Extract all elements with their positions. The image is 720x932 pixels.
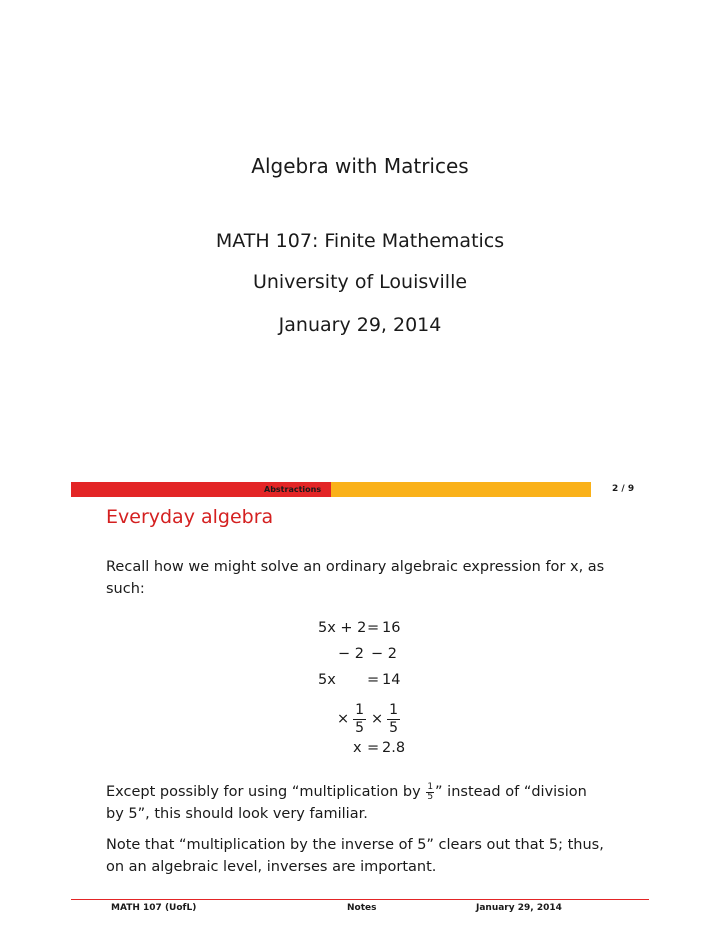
fraction-one-fifth [353,702,366,737]
footer-notes: Notes [347,903,377,913]
fraction-numerator: 1 [389,701,399,718]
fraction-one-fifth [387,702,400,737]
fraction-denominator: 5 [389,719,399,736]
eq-row-1-left: 5x + 2 [318,620,367,636]
times-sign: × [371,711,384,727]
presentation-date: January 29, 2014 [278,314,442,336]
eq-row-2-right: − 2 [371,646,397,662]
institution: University of Louisville [252,271,468,293]
nav-section-label: Abstractions [264,485,322,494]
eq-row-5-equals: = [367,740,380,756]
eq-row-5-left: x [353,740,362,756]
presentation-title: Algebra with Matrices [251,154,469,178]
eq-row-4-right [371,700,400,738]
fraction-numerator: 1 [355,701,365,718]
course-name: MATH 107: Finite Mathematics [215,230,505,252]
fraction-denominator: 5 [355,719,365,736]
nav-section-link[interactable] [71,482,591,497]
frame-title: Everyday algebra [106,506,274,528]
familiar-text-after: ” instead of “division by 5”, this should look very familiar. [106,784,587,822]
eq-row-2-left: − 2 [338,646,364,662]
eq-row-5-right: 2.8 [382,740,406,756]
footer-course: MATH 107 (UofL) [111,903,197,913]
times-sign: × [337,711,350,727]
eq-row-1-equals: = [367,620,380,636]
eq-row-4-left [337,700,366,738]
footer-date: January 29, 2014 [476,903,562,913]
familiar-text-before: Except possibly for using “multiplication by [106,784,421,800]
inline-fraction-denominator: 5 [427,791,434,802]
inverses-paragraph: Note that “multiplication by the inverse of 5” clears out that 5; thus, on an algebraic level, inverses are important. [106,837,604,875]
eq-row-3-right: 14 [382,672,401,688]
familiar-paragraph [106,781,606,825]
eq-row-3-equals: = [367,672,380,688]
footer-divider [71,899,649,900]
inline-fraction-numerator: 1 [427,781,434,792]
intro-paragraph: Recall how we might solve an ordinary algebraic expression for x, as such: [106,559,605,597]
nav-page-number: 2 / 9 [612,484,635,494]
eq-row-3-left: 5x [318,672,336,688]
eq-row-1-right: 16 [382,620,401,636]
inline-fraction-one-fifth [426,783,434,802]
